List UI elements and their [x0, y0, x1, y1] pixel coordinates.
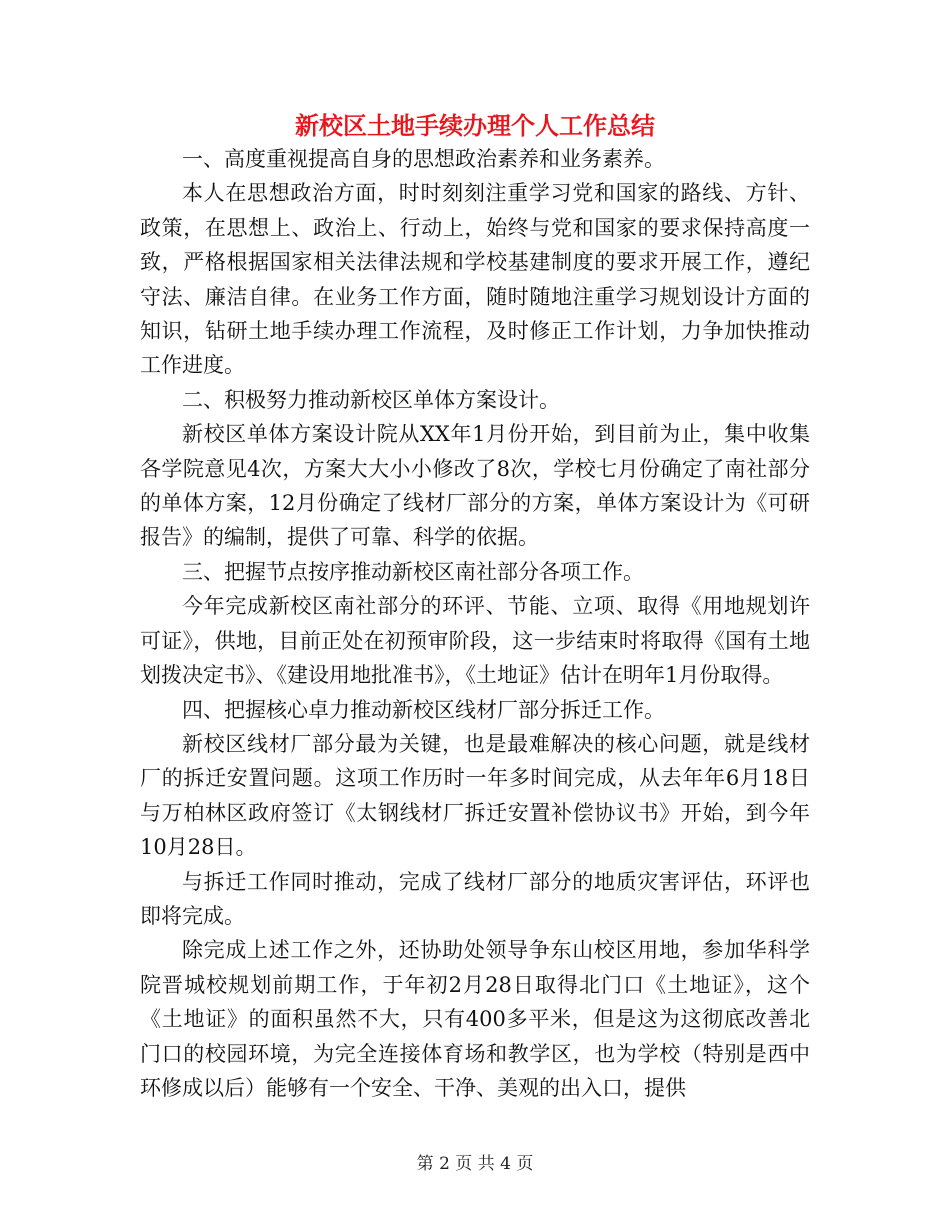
paragraph-heading-4: 四、把握核心卓力推动新校区线材厂部分拆迁工作。	[182, 697, 665, 722]
paragraph: 本人在思想政治方面，时时刻刻注重学习党和国家的路线、方针、政策，在思想上、政治上、行动上，始终与党和国家的要求保持高度一致，严格根据国家相关法律法规和学校基建制度的要求开展工作，遵纪守法、廉洁自律。在业务工作方面，随时随地注重学习规划设计方面的知识，钻研土地手续办理工作流程，及时修正工作计划，力争加快推动工作进度。	[140, 181, 810, 378]
paragraph: 今年完成新校区南社部分的环评、节能、立项、取得《用地规划许可证》，供地，目前正处在初预审阶段，这一步结束时将取得《国有土地划拨决定书》、《建设用地批准书》，《土地证》估计在明年1月份取得。	[140, 594, 810, 688]
document-body	[140, 142, 810, 1105]
paragraph-heading-1: 一、高度重视提高自身的思想政治素养和业务素养。	[182, 147, 665, 171]
paragraph: 新校区单体方案设计院从XX年1月份开始，到目前为止，集中收集各学院意见4次，方案大大小小修改了8次，学校七月份确定了南社部分的单体方案，12月份确定了线材厂部分的方案，单体方案设计为《可研报告》的编制，提供了可靠、科学的依据。	[140, 422, 810, 550]
paragraph: 除完成上述工作之外，还协助处领导争东山校区用地，参加华科学院晋城校规划前期工作，于年初2月28日取得北门口《土地证》，这个《土地证》的面积虽然不大，只有400多平米，但是这为这彻底改善北门口的校园环境，为完全连接体育场和教学区，也为学校（特别是西中环修成以后）能够有一个安全、干净、美观的出入口，提供	[140, 938, 810, 1100]
paragraph-heading-3: 三、把握节点按序推动新校区南社部分各项工作。	[182, 559, 644, 584]
paragraph-heading-2: 二、积极努力推动新校区单体方案设计。	[182, 387, 560, 412]
page-number-footer: 第 2 页 共 4 页	[416, 1154, 534, 1174]
paragraph: 新校区线材厂部分最为关键，也是最难解决的核心问题，就是线材厂的拆迁安置问题。这项工作历时一年多时间完成，从去年年6月18日与万柏林区政府签订《太钢线材厂拆迁安置补偿协议书》开始，到今年10月28日。	[140, 731, 810, 860]
paragraph: 与拆迁工作同时推动，完成了线材厂部分的地质灾害评估，环评也即将完成。	[140, 869, 810, 928]
document-title: 新校区土地手续办理个人工作总结	[295, 112, 655, 140]
